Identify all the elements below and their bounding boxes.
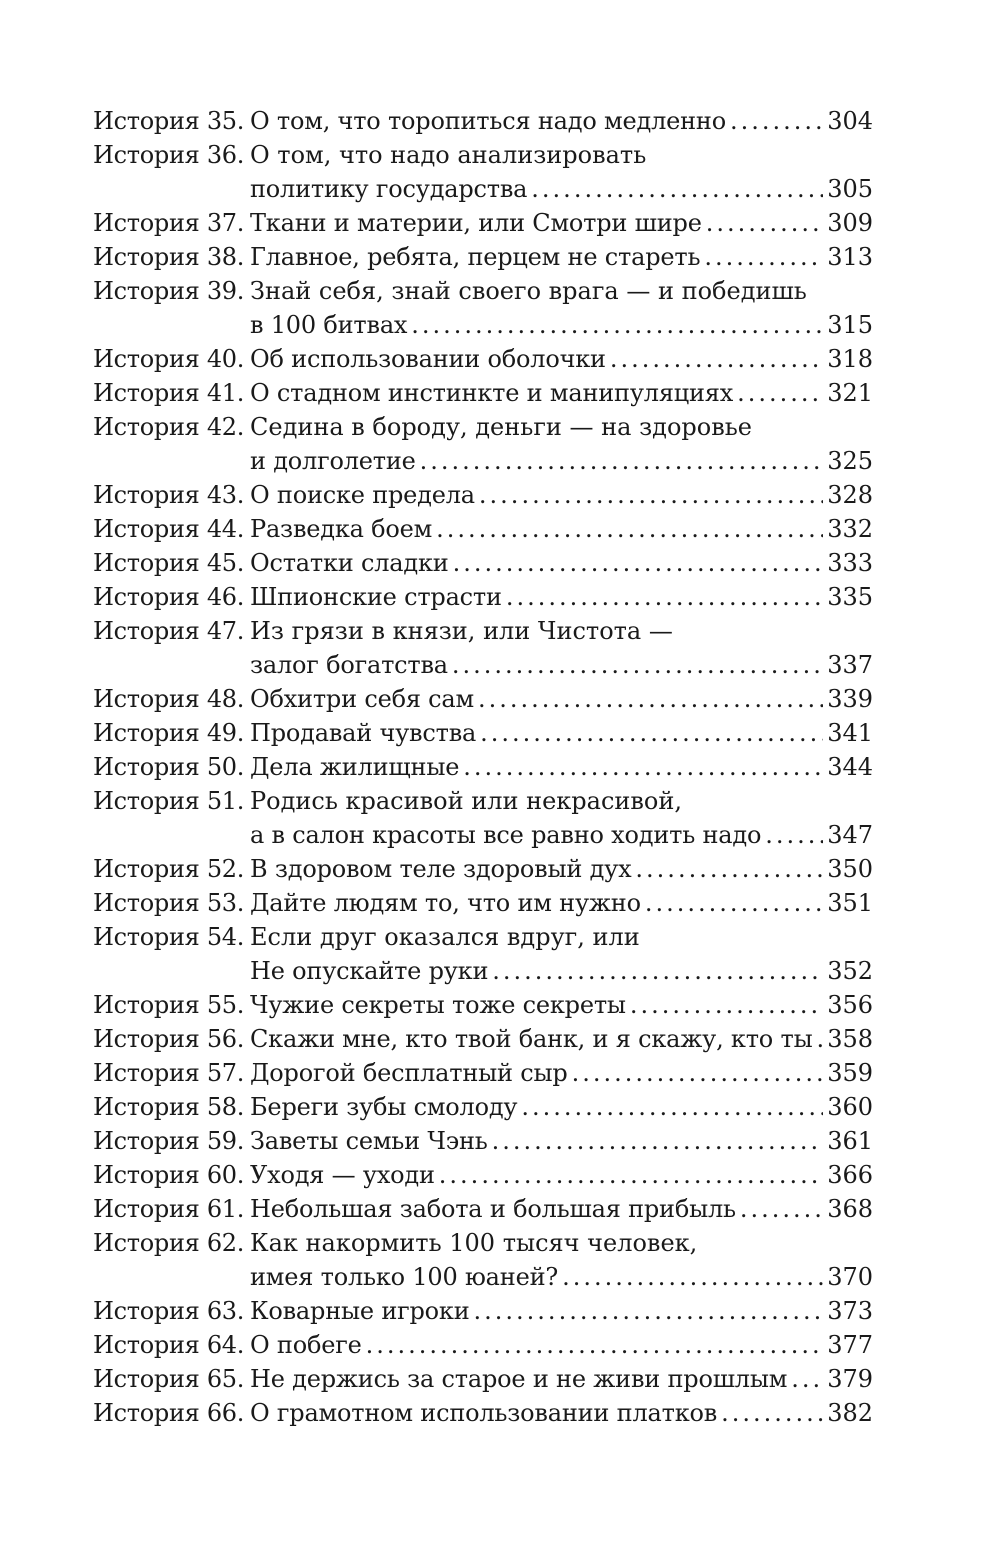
toc-entry-body xyxy=(250,682,873,716)
toc-entry-number: История 41. xyxy=(93,379,245,407)
toc-entry-last-line xyxy=(250,1022,873,1056)
toc-entry-page-number: 318 xyxy=(827,345,873,373)
toc-entry xyxy=(93,240,873,274)
toc-entry-title-line: Главное, ребята, перцем не стареть xyxy=(250,243,701,271)
toc-entry-number: История 66. xyxy=(93,1399,245,1427)
toc-entry-page-number: 361 xyxy=(827,1127,873,1155)
toc-entry-number: История 56. xyxy=(93,1025,245,1053)
toc-entry-number: История 58. xyxy=(93,1093,245,1121)
dot-leader xyxy=(521,1090,823,1124)
toc-entry-number: История 50. xyxy=(93,753,245,781)
toc-entry-page-number: 321 xyxy=(827,379,873,407)
toc-entry-last-line xyxy=(250,1124,873,1158)
toc-entry-last-line xyxy=(250,172,873,206)
toc-entry-body xyxy=(250,1192,873,1226)
toc-entry-title-line: и долголетие xyxy=(250,447,416,475)
toc-entry xyxy=(93,104,873,138)
toc-entry-number: История 53. xyxy=(93,889,245,917)
dot-leader xyxy=(452,648,823,682)
toc-entry-last-line xyxy=(250,716,873,750)
toc-entry-page-number: 335 xyxy=(827,583,873,611)
dot-leader xyxy=(635,852,823,886)
toc-entry-title-line: О побеге xyxy=(250,1331,362,1359)
toc-entry-number: История 61. xyxy=(93,1195,245,1223)
toc-entry-body xyxy=(250,1022,873,1056)
toc-entry-last-line xyxy=(250,1396,873,1430)
toc-entry-title-line: О стадном инстинкте и манипуляциях xyxy=(250,379,734,407)
toc-entry-last-line xyxy=(250,478,873,512)
toc-entry-page-number: 333 xyxy=(827,549,873,577)
toc-entry xyxy=(93,716,873,750)
toc-entry-body xyxy=(250,716,873,750)
toc-entry-body xyxy=(250,886,873,920)
dot-leader xyxy=(436,512,823,546)
toc-entry-number: История 46. xyxy=(93,583,245,611)
toc-entry-page-number: 339 xyxy=(827,685,873,713)
toc-entry xyxy=(93,1090,873,1124)
toc-entry-body xyxy=(250,342,873,376)
toc-entry-body xyxy=(250,580,873,614)
toc-entry-body xyxy=(250,852,873,886)
toc-entry-page-number: 347 xyxy=(827,821,873,849)
toc-entry-last-line xyxy=(250,444,873,478)
toc-entry-title-line: Не опускайте руки xyxy=(250,957,489,985)
toc-entry-number: История 39. xyxy=(93,277,245,305)
toc-entry xyxy=(93,1362,873,1396)
toc-entry-title-line: Если друг оказался вдруг, или xyxy=(250,923,640,951)
toc-entry-number: История 59. xyxy=(93,1127,245,1155)
toc-entry-body xyxy=(250,546,873,580)
toc-entry-number: История 54. xyxy=(93,923,245,951)
toc-entry-page-number: 356 xyxy=(827,991,873,1019)
toc-entry-number: История 45. xyxy=(93,549,245,577)
toc-entry xyxy=(93,784,873,852)
toc-entry-number: История 37. xyxy=(93,209,245,237)
toc-entry-number: История 48. xyxy=(93,685,245,713)
toc-entry-title-line: Скажи мне, кто твой банк, и я скажу, кто ты xyxy=(250,1025,813,1053)
toc-entry-last-line xyxy=(250,1158,873,1192)
toc-entry-last-line xyxy=(250,1192,873,1226)
toc-entry-last-line xyxy=(250,104,873,138)
toc-entry-number: История 65. xyxy=(93,1365,245,1393)
toc-entry-page-number: 382 xyxy=(827,1399,873,1427)
toc-entry-body xyxy=(250,206,873,240)
toc-entry-title-line: Небольшая забота и большая прибыль xyxy=(250,1195,736,1223)
toc-entry-title-line: Знай себя, знай своего врага — и победишь xyxy=(250,277,807,305)
toc-entry-title-line: В здоровом теле здоровый дух xyxy=(250,855,632,883)
toc-entry-last-line xyxy=(250,682,873,716)
toc-entry-last-line xyxy=(250,546,873,580)
toc-entry-body xyxy=(250,1056,873,1090)
toc-entry-number: История 44. xyxy=(93,515,245,543)
toc-entry-page-number: 373 xyxy=(827,1297,873,1325)
toc-entry xyxy=(93,546,873,580)
dot-leader xyxy=(630,988,823,1022)
toc-entry-page-number: 359 xyxy=(827,1059,873,1087)
toc-entry-title-line: Заветы семьи Чэнь xyxy=(250,1127,488,1155)
toc-entry-last-line xyxy=(250,376,873,410)
toc-entry-title-line: Не держись за старое и не живи прошлым xyxy=(250,1365,788,1393)
toc-entry-page-number: 379 xyxy=(827,1365,873,1393)
toc-entry-page-number: 360 xyxy=(827,1093,873,1121)
toc-entry-title-line: Родись красивой или некрасивой, xyxy=(250,787,682,815)
toc-entry-title-line: Коварные игроки xyxy=(250,1297,470,1325)
toc-entry-number: История 57. xyxy=(93,1059,245,1087)
toc-entry xyxy=(93,410,873,478)
dot-leader xyxy=(366,1328,824,1362)
dot-leader xyxy=(816,1022,823,1056)
toc-entry xyxy=(93,1124,873,1158)
toc-entry-number: История 42. xyxy=(93,413,245,441)
toc-entry-title-line: О грамотном использовании платков xyxy=(250,1399,718,1427)
toc-entry-number: История 62. xyxy=(93,1229,245,1257)
toc-entry-title-line: Чужие секреты тоже секреты xyxy=(250,991,626,1019)
toc-entry-page-number: 304 xyxy=(827,107,873,135)
toc-entry-title-line: Продавай чувства xyxy=(250,719,477,747)
toc-entry xyxy=(93,342,873,376)
toc-entry-title-line: Обхитри себя сам xyxy=(250,685,475,713)
toc-entry-body xyxy=(250,1362,873,1396)
toc-entry-page-number: 377 xyxy=(827,1331,873,1359)
toc-entry-number: История 47. xyxy=(93,617,245,645)
toc-entry-title-line: Береги зубы смолоду xyxy=(250,1093,518,1121)
toc-entry-last-line xyxy=(250,954,873,988)
toc-entry-page-number: 370 xyxy=(827,1263,873,1291)
toc-entry-last-line xyxy=(250,1056,873,1090)
toc-entry-title-line: в 100 битвах xyxy=(250,311,408,339)
toc-entry-body xyxy=(250,1158,873,1192)
toc-entry-page-number: 328 xyxy=(827,481,873,509)
toc-entry-title-line: О поиске предела xyxy=(250,481,475,509)
toc-entry-last-line xyxy=(250,342,873,376)
toc-entry-page-number: 366 xyxy=(827,1161,873,1189)
toc-entry-body xyxy=(250,512,873,546)
toc-entry-title-line: Как накормить 100 тысяч человек, xyxy=(250,1229,698,1257)
toc-entry xyxy=(93,1396,873,1430)
toc-entry xyxy=(93,1192,873,1226)
dot-leader xyxy=(480,716,823,750)
toc-entry-title-line: О том, что надо анализировать xyxy=(250,141,647,169)
dot-leader xyxy=(506,580,823,614)
toc-entry-page-number: 358 xyxy=(827,1025,873,1053)
dot-leader xyxy=(420,444,824,478)
toc-entry-last-line xyxy=(250,648,873,682)
toc-entry xyxy=(93,478,873,512)
toc-entry-last-line xyxy=(250,750,873,784)
toc-entry-title-line: Дела жилищные xyxy=(250,753,460,781)
dot-leader xyxy=(791,1362,823,1396)
toc-entry-body xyxy=(250,376,873,410)
toc-entry-last-line xyxy=(250,818,873,852)
toc-entry-number: История 49. xyxy=(93,719,245,747)
toc-entry-body xyxy=(250,1294,873,1328)
toc-entry-number: История 55. xyxy=(93,991,245,1019)
toc-entry-last-line xyxy=(250,308,873,342)
toc-entry-page-number: 315 xyxy=(827,311,873,339)
toc-entry-number: История 36. xyxy=(93,141,245,169)
toc-entry-number: История 52. xyxy=(93,855,245,883)
toc-entry-title-line: Дайте людям то, что им нужно xyxy=(250,889,641,917)
toc-entry xyxy=(93,138,873,206)
dot-leader xyxy=(531,172,823,206)
dot-leader xyxy=(453,546,824,580)
toc-entry-title-line: политику государства xyxy=(250,175,528,203)
dot-leader xyxy=(411,308,823,342)
toc-entry-title-line: Из грязи в князи, или Чистота — xyxy=(250,617,673,645)
dot-leader xyxy=(478,682,823,716)
toc-entry-title-line: Дорогой бесплатный сыр xyxy=(250,1059,568,1087)
toc-entry-last-line xyxy=(250,1294,873,1328)
dot-leader xyxy=(492,954,823,988)
toc-entry-body xyxy=(250,1090,873,1124)
toc-entry-number: История 40. xyxy=(93,345,245,373)
toc-entry-number: История 43. xyxy=(93,481,245,509)
toc-entry xyxy=(93,1022,873,1056)
dot-leader xyxy=(572,1056,824,1090)
toc-entry xyxy=(93,206,873,240)
toc-entry-last-line xyxy=(250,1090,873,1124)
toc-entry xyxy=(93,1056,873,1090)
toc-entry-body xyxy=(250,784,873,852)
toc-entry-page-number: 305 xyxy=(827,175,873,203)
dot-leader xyxy=(730,104,823,138)
toc-entry-page-number: 332 xyxy=(827,515,873,543)
toc-entry-title-line: Ткани и материи, или Смотри шире xyxy=(250,209,702,237)
toc-entry-body xyxy=(250,104,873,138)
toc-entry xyxy=(93,614,873,682)
toc-entry-title-line: Уходя — уходи xyxy=(250,1161,435,1189)
toc-entry xyxy=(93,376,873,410)
toc-entry-title-line: имея только 100 юаней? xyxy=(250,1263,559,1291)
dot-leader xyxy=(704,240,823,274)
toc-entry-page-number: 368 xyxy=(827,1195,873,1223)
toc-entry-number: История 60. xyxy=(93,1161,245,1189)
toc-entry-title-line: Остатки сладки xyxy=(250,549,449,577)
toc-entry-page-number: 350 xyxy=(827,855,873,883)
toc-entry xyxy=(93,1328,873,1362)
dot-leader xyxy=(737,376,823,410)
toc-entry xyxy=(93,852,873,886)
dot-leader xyxy=(474,1294,824,1328)
toc-entry-last-line xyxy=(250,886,873,920)
toc-entry-body xyxy=(250,1396,873,1430)
toc-entry-last-line xyxy=(250,580,873,614)
toc-entry-body xyxy=(250,988,873,1022)
dot-leader xyxy=(610,342,823,376)
toc-entry-body xyxy=(250,920,873,988)
dot-leader xyxy=(463,750,823,784)
toc-entry-page-number: 352 xyxy=(827,957,873,985)
dot-leader xyxy=(439,1158,823,1192)
toc-entry-title-line: залог богатства xyxy=(250,651,448,679)
toc-entry-title-line: О том, что торопиться надо медленно xyxy=(250,107,726,135)
toc-entry-body xyxy=(250,240,873,274)
toc-entry-page-number: 309 xyxy=(827,209,873,237)
toc-entry-last-line xyxy=(250,206,873,240)
toc-entry xyxy=(93,1158,873,1192)
toc-entry-last-line xyxy=(250,512,873,546)
toc-entry-last-line xyxy=(250,988,873,1022)
toc-entry xyxy=(93,580,873,614)
toc-entry-number: История 63. xyxy=(93,1297,245,1325)
toc-entry xyxy=(93,512,873,546)
dot-leader xyxy=(492,1124,824,1158)
toc-entry xyxy=(93,1226,873,1294)
toc-entry-title-line: Седина в бороду, деньги — на здоровье xyxy=(250,413,752,441)
toc-entry-body xyxy=(250,1328,873,1362)
toc-entry-body xyxy=(250,750,873,784)
toc-entry xyxy=(93,988,873,1022)
toc-entry-page-number: 337 xyxy=(827,651,873,679)
toc-entry-last-line xyxy=(250,240,873,274)
toc-entry xyxy=(93,920,873,988)
dot-leader xyxy=(765,818,823,852)
toc-entry-body xyxy=(250,614,873,682)
toc-entry-number: История 35. xyxy=(93,107,245,135)
toc-entry-page-number: 344 xyxy=(827,753,873,781)
dot-leader xyxy=(706,206,823,240)
toc-entry-last-line xyxy=(250,1260,873,1294)
toc-entry-body xyxy=(250,274,873,342)
toc-entry-page-number: 351 xyxy=(827,889,873,917)
table-of-contents xyxy=(93,104,873,1430)
toc-entry xyxy=(93,274,873,342)
toc-entry-last-line xyxy=(250,852,873,886)
toc-entry-number: История 38. xyxy=(93,243,245,271)
toc-entry-title-line: Об использовании оболочки xyxy=(250,345,606,373)
toc-entry-title-line: а в салон красоты все равно ходить надо xyxy=(250,821,762,849)
dot-leader xyxy=(645,886,823,920)
toc-entry xyxy=(93,1294,873,1328)
toc-entry xyxy=(93,750,873,784)
toc-entry-body xyxy=(250,478,873,512)
toc-entry-title-line: Шпионские страсти xyxy=(250,583,502,611)
toc-entry-page-number: 325 xyxy=(827,447,873,475)
toc-entry-body xyxy=(250,410,873,478)
dot-leader xyxy=(562,1260,823,1294)
toc-entry-page-number: 341 xyxy=(827,719,873,747)
toc-entry-body xyxy=(250,138,873,206)
toc-entry-last-line xyxy=(250,1328,873,1362)
toc-entry-last-line xyxy=(250,1362,873,1396)
toc-entry-body xyxy=(250,1124,873,1158)
dot-leader xyxy=(740,1192,823,1226)
toc-entry-title-line: Разведка боем xyxy=(250,515,433,543)
toc-entry xyxy=(93,886,873,920)
toc-entry-page-number: 313 xyxy=(827,243,873,271)
toc-entry-number: История 51. xyxy=(93,787,245,815)
toc-entry-body xyxy=(250,1226,873,1294)
dot-leader xyxy=(721,1396,823,1430)
dot-leader xyxy=(479,478,823,512)
toc-entry xyxy=(93,682,873,716)
toc-entry-number: История 64. xyxy=(93,1331,245,1359)
